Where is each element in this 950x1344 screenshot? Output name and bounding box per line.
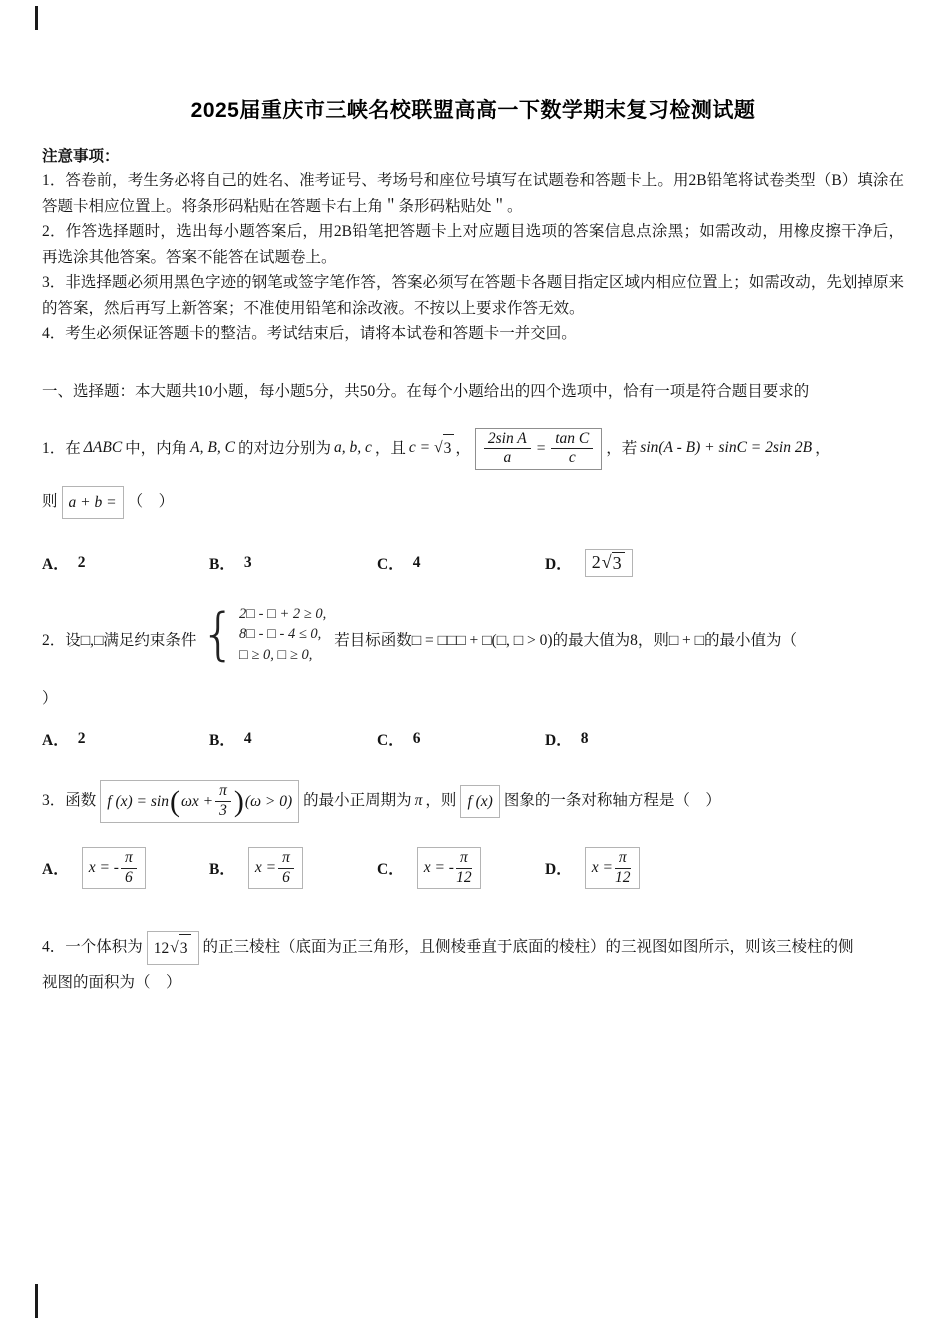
coefficient: 2 bbox=[591, 552, 601, 573]
page-title: 2025届重庆市三峡名校联盟高高一下数学期末复习检测试题 bbox=[190, 99, 756, 122]
x-equals: x = - bbox=[423, 859, 454, 877]
constraint-1: 2□ - □ + 2 ≥ 0, bbox=[239, 605, 327, 622]
q1-text-2: 中，内角 bbox=[125, 439, 188, 457]
q1-option-d-label: D． bbox=[545, 555, 572, 573]
radical-icon: √ bbox=[434, 439, 443, 457]
q4-text-3: 视图的面积为（ ） bbox=[42, 974, 182, 992]
notice-item-4: 4．考生必须保证答题卡的整洁。考试结束后，请将本试卷和答题卡一并交回。 bbox=[42, 325, 577, 342]
q1-option-a-label: A． bbox=[42, 555, 69, 573]
x-equals: x = bbox=[591, 859, 613, 877]
q1-text-7: ， bbox=[815, 439, 831, 457]
x-equals: x = bbox=[254, 859, 277, 877]
fraction-pi-over-6 bbox=[278, 850, 294, 886]
q1-option-d-value bbox=[585, 549, 633, 577]
q1-c-equals: c = bbox=[408, 439, 431, 457]
q2-option-b-value: 4 bbox=[243, 730, 252, 748]
fraction-numerator: π bbox=[121, 850, 137, 869]
q1-text-3: 的对边分别为 bbox=[237, 439, 331, 457]
q1-sqrt-3 bbox=[434, 434, 454, 462]
fraction-numerator: π bbox=[456, 850, 472, 869]
q2-option-a-value: 2 bbox=[77, 730, 86, 748]
fraction-pi-over-12 bbox=[615, 850, 631, 886]
q2-option-a bbox=[42, 728, 209, 750]
notice-section bbox=[42, 144, 904, 347]
q3-pi: π bbox=[414, 792, 423, 810]
notice-item-3: 3．非选择题必须用黑色字迹的钢笔或签字笔作答，答案必须写在答题卡各题目指定区域内相应位置上；如需改动，先划掉原来的答案，然后再写上新答案；不准使用铅笔和涂改液。不按以上要求作答无效。 bbox=[42, 274, 904, 317]
q3-omega-condition: (ω > 0) bbox=[244, 793, 293, 811]
q3-option-d bbox=[545, 847, 904, 889]
q1-option-b bbox=[209, 552, 377, 574]
question-2-stem bbox=[42, 602, 904, 672]
q3-f-of-x: f (x) = sin bbox=[107, 793, 169, 811]
question-4-stem bbox=[42, 931, 904, 965]
fraction-denominator: 12 bbox=[456, 868, 472, 886]
q1-radicand: 3 bbox=[443, 434, 455, 462]
q2-text-3: ） bbox=[42, 690, 58, 708]
left-brace-icon: { bbox=[200, 602, 237, 668]
fraction-2sinA-over-a bbox=[484, 431, 531, 467]
question-3-options bbox=[42, 847, 904, 889]
scan-mark-bottom bbox=[35, 1284, 38, 1318]
q3-option-c-label: C． bbox=[377, 861, 404, 879]
q1-sides: a, b, c bbox=[333, 439, 372, 457]
fraction-numerator: π bbox=[278, 850, 294, 869]
q1-number: 1． bbox=[42, 439, 66, 457]
q1-a-plus-b: a + b = bbox=[62, 486, 124, 519]
question-1-conclusion bbox=[42, 486, 904, 519]
q1-text-5: ， bbox=[455, 439, 471, 457]
notice-item-1: 1．答卷前，考生务必将自己的姓名、准考证号、考场号和座位号填写在试题卷和答题卡上。用2B铅笔将试卷类型（B）填涂在答题卡相应位置上。将条形码粘贴在答题卡右上角＂条形码粘贴处＂。 bbox=[42, 172, 904, 215]
q2-option-a-label: A． bbox=[42, 732, 69, 750]
q4-text-1: 一个体积为 bbox=[65, 938, 143, 956]
q3-number: 3． bbox=[42, 792, 66, 810]
q3-text-1: 函数 bbox=[65, 792, 97, 810]
fraction-denominator: 6 bbox=[282, 868, 290, 886]
fraction-denominator: a bbox=[503, 449, 512, 467]
equals-sign: = bbox=[535, 440, 547, 458]
constraint-2: 8□ - □ - 4 ≤ 0, bbox=[239, 626, 322, 643]
q2-constraint-system bbox=[200, 602, 327, 668]
q3-fx-reference: f (x) bbox=[460, 785, 499, 818]
q3-option-b bbox=[209, 847, 377, 889]
q3-text-4: 图象的一条对称轴方程是（ ） bbox=[503, 792, 721, 810]
q3-option-d-value bbox=[585, 847, 640, 889]
radicand: 3 bbox=[179, 934, 191, 962]
fraction-numerator: π bbox=[215, 783, 231, 802]
question-1 bbox=[42, 428, 904, 577]
q2-option-c-label: C． bbox=[377, 732, 404, 750]
q2-text-2: 若目标函数□ = □□□ + □(□, □ > 0)的最大值为8，则□ + □的最小值为（ bbox=[334, 631, 798, 649]
q1-triangle-abc: ΔABC bbox=[83, 439, 123, 457]
notice-item-2: 2．作答选择题时，选出每小题答案后，用2B铅笔把答题卡上对应题目选项的答案信息点涂黑；如需改动，用橡皮擦干净后，再选涂其他答案。答案不能答在试题卷上。 bbox=[42, 223, 904, 266]
q1-option-c-label: C． bbox=[377, 555, 404, 573]
left-paren-icon: ( bbox=[169, 784, 180, 818]
q3-text-2: 的最小正周期为 bbox=[303, 792, 412, 810]
constraint-3: □ ≥ 0, □ ≥ 0, bbox=[239, 646, 313, 663]
question-3 bbox=[42, 780, 904, 889]
fraction-numerator: 2sin A bbox=[484, 431, 531, 450]
radical-icon: √ bbox=[170, 939, 179, 957]
q3-option-a bbox=[42, 847, 209, 889]
q3-option-a-value bbox=[82, 847, 146, 889]
q2-option-d-value: 8 bbox=[580, 730, 589, 748]
fraction-denominator: 12 bbox=[615, 868, 631, 886]
fraction-pi-over-6 bbox=[121, 850, 137, 886]
fraction-denominator: 3 bbox=[219, 802, 227, 820]
q1-then: 则 bbox=[42, 493, 58, 511]
q3-option-d-label: D． bbox=[545, 861, 572, 879]
q3-option-a-label: A． bbox=[42, 861, 69, 879]
q3-option-b-value bbox=[248, 847, 303, 889]
q3-omega-x-plus: ωx + bbox=[180, 793, 214, 811]
q2-option-d-label: D． bbox=[545, 732, 572, 750]
fraction-pi-over-3 bbox=[215, 783, 231, 819]
fraction-denominator: c bbox=[568, 449, 576, 467]
q1-option-a-value: 2 bbox=[77, 553, 86, 571]
question-3-stem bbox=[42, 780, 904, 822]
q1-option-a bbox=[42, 552, 209, 574]
q1-text-1: 在 bbox=[65, 439, 81, 457]
question-2 bbox=[42, 602, 904, 751]
q1-fraction-equation bbox=[475, 428, 602, 470]
question-1-options bbox=[42, 549, 904, 577]
q4-volume-value bbox=[147, 931, 199, 965]
q2-option-c bbox=[377, 728, 545, 750]
fraction-denominator: 6 bbox=[124, 868, 133, 886]
question-4-line2 bbox=[42, 969, 904, 996]
q3-option-b-label: B． bbox=[209, 861, 235, 879]
q2-option-b bbox=[209, 728, 377, 750]
question-2-close-paren bbox=[42, 685, 904, 712]
q2-option-c-value: 6 bbox=[412, 730, 421, 748]
radical-icon: √ bbox=[601, 551, 612, 572]
q1-option-b-label: B． bbox=[209, 555, 235, 573]
sqrt-3 bbox=[170, 934, 190, 962]
q2-text-1: 设□,□满足约束条件 bbox=[65, 631, 197, 649]
q1-answer-blank: （ ） bbox=[127, 493, 175, 511]
q2-number: 2． bbox=[42, 631, 66, 649]
sqrt-3 bbox=[602, 552, 625, 574]
q3-function-formula bbox=[100, 780, 299, 822]
fraction-numerator: tan C bbox=[551, 431, 593, 450]
question-2-options bbox=[42, 728, 904, 750]
q4-number: 4． bbox=[42, 938, 66, 956]
section-heading: 一、选择题：本大题共10小题，每小题5分，共50分。在每个小题给出的四个选项中，恰有一项是符合题目要求的 bbox=[42, 382, 810, 400]
radicand: 3 bbox=[612, 552, 625, 574]
question-4 bbox=[42, 931, 904, 996]
q1-option-c-value: 4 bbox=[412, 553, 421, 571]
fraction-tanC-over-c bbox=[551, 431, 593, 467]
constraint-rows bbox=[239, 605, 326, 666]
q3-option-c-value bbox=[417, 847, 481, 889]
q1-angles: A, B, C bbox=[190, 439, 235, 457]
q2-option-d bbox=[545, 728, 904, 750]
q1-option-d bbox=[545, 549, 904, 577]
q1-text-6: ，若 bbox=[606, 439, 638, 457]
fraction-pi-over-12 bbox=[456, 850, 472, 886]
q1-text-4: ，且 bbox=[374, 439, 406, 457]
notice-heading: 注意事项： bbox=[42, 148, 120, 165]
right-paren-icon: ) bbox=[233, 784, 244, 818]
coefficient: 12 bbox=[153, 939, 170, 957]
q4-text-2: 的正三棱柱（底面为正三角形，且侧棱垂直于底面的棱柱）的三视图如图所示，则该三棱柱的侧 bbox=[202, 938, 854, 956]
q1-option-b-value: 3 bbox=[243, 553, 252, 571]
question-1-stem bbox=[42, 428, 904, 470]
q1-option-c bbox=[377, 552, 545, 574]
q3-text-3: ，则 bbox=[425, 792, 457, 810]
scan-mark-top bbox=[35, 6, 38, 30]
q2-option-b-label: B． bbox=[209, 732, 235, 750]
fraction-numerator: π bbox=[615, 850, 631, 869]
q3-option-c bbox=[377, 847, 545, 889]
x-equals: x = - bbox=[88, 859, 119, 877]
q1-sine-identity: sin(A - B) + sinC = 2sin 2B bbox=[640, 439, 813, 457]
